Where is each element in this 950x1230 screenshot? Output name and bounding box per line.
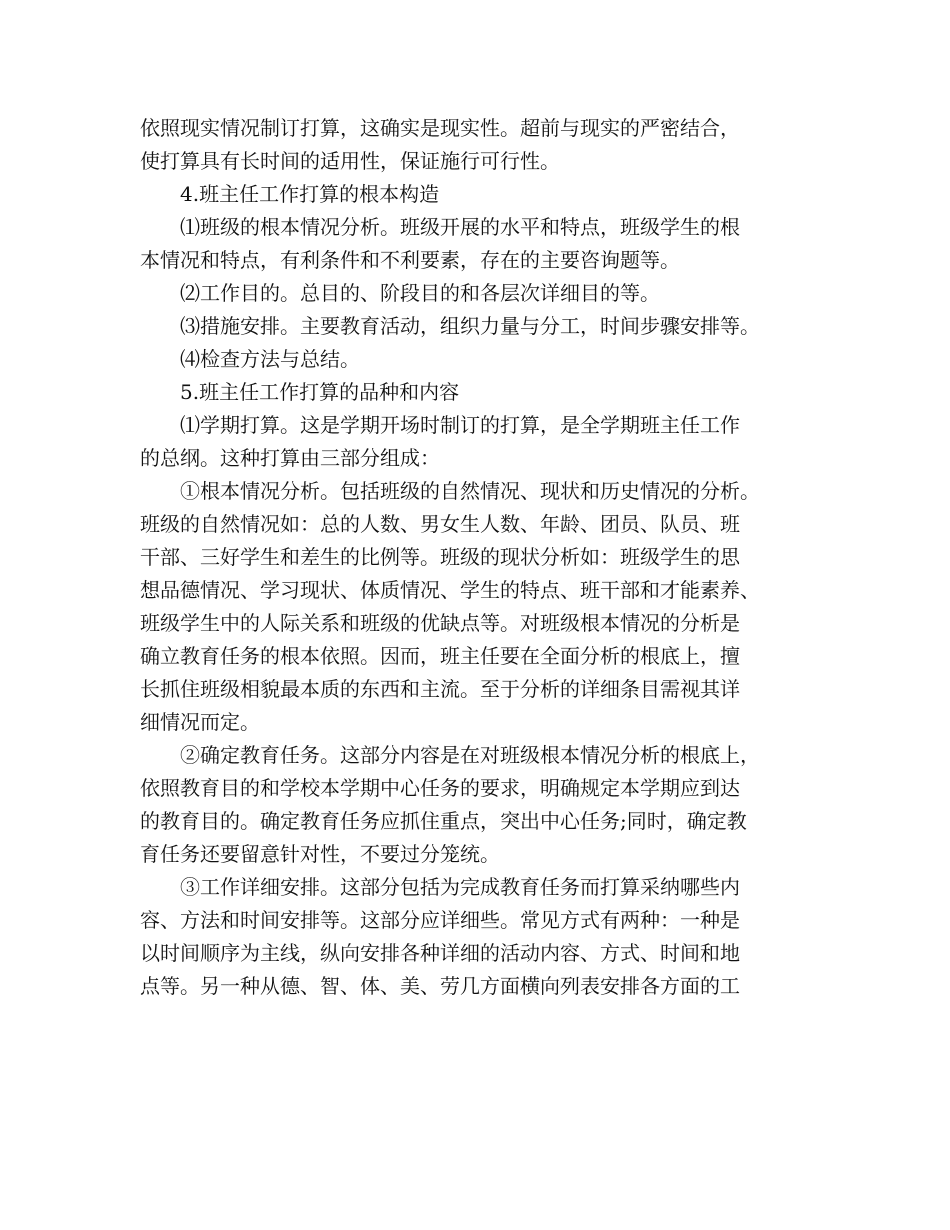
text-line: 的总纲。这种打算由三部分组成： [140, 446, 440, 470]
text-line: 班级学生中的人际关系和班级的优缺点等。对班级根本情况的分析是 [140, 611, 740, 635]
text-line: ⑴班级的根本情况分析。班级开展的水平和特点，班级学生的根 [180, 215, 740, 239]
text-line: 容、方法和时间安排等。这部分应详细些。常见方式有两种：一种是 [140, 908, 740, 932]
text-line: 依照现实情况制订打算，这确实是现实性。超前与现实的严密结合， [140, 116, 740, 140]
text-line: ⑶措施安排。主要教育活动，组织力量与分工，时间步骤安排等。 [180, 314, 760, 338]
text-line: 以时间顺序为主线，纵向安排各种详细的活动内容、方式、时间和地 [140, 941, 740, 965]
text-line: 确立教育任务的根本依照。因而，班主任要在全面分析的根底上，擅 [140, 644, 740, 668]
text-line: 点等。另一种从德、智、体、美、劳几方面横向列表安排各方面的工 [140, 974, 740, 998]
text-line: 本情况和特点，有利条件和不利要素，存在的主要咨询题等。 [140, 248, 680, 272]
text-line: 育任务还要留意针对性，不要过分笼统。 [140, 842, 500, 866]
text-line: ⑷检查方法与总结。 [180, 347, 360, 371]
text-line: 细情况而定。 [140, 710, 260, 734]
text-line: 使打算具有长时间的适用性，保证施行可行性。 [140, 149, 560, 173]
document-body [140, 112, 830, 1003]
text-line: 依照教育目的和学校本学期中心任务的要求，明确规定本学期应到达 [140, 776, 740, 800]
text-line: 长抓住班级相貌最本质的东西和主流。至于分析的详细条目需视其详 [140, 677, 740, 701]
section-heading: 4.班主任工作打算的根本构造 [180, 182, 440, 206]
text-line: 干部、三好学生和差生的比例等。班级的现状分析如：班级学生的思 [140, 545, 740, 569]
text-line: ①根本情况分析。包括班级的自然情况、现状和历史情况的分析。 [180, 479, 760, 503]
section-heading: 5.班主任工作打算的品种和内容 [180, 380, 460, 404]
text-line: ③工作详细安排。这部分包括为完成教育任务而打算采纳哪些内 [180, 875, 740, 899]
text-line: ⑵工作目的。总目的、阶段目的和各层次详细目的等。 [180, 281, 660, 305]
text-line: 想品德情况、学习现状、体质情况、学生的特点、班干部和才能素养、 [140, 578, 760, 602]
text-line: ②确定教育任务。这部分内容是在对班级根本情况分析的根底上， [180, 743, 760, 767]
text-line: 的教育目的。确定教育任务应抓住重点，突出中心任务;同时，确定教 [140, 809, 747, 833]
text-line: 班级的自然情况如：总的人数、男女生人数、年龄、团员、队员、班 [140, 512, 740, 536]
text-line: ⑴学期打算。这是学期开场时制订的打算，是全学期班主任工作 [180, 413, 740, 437]
